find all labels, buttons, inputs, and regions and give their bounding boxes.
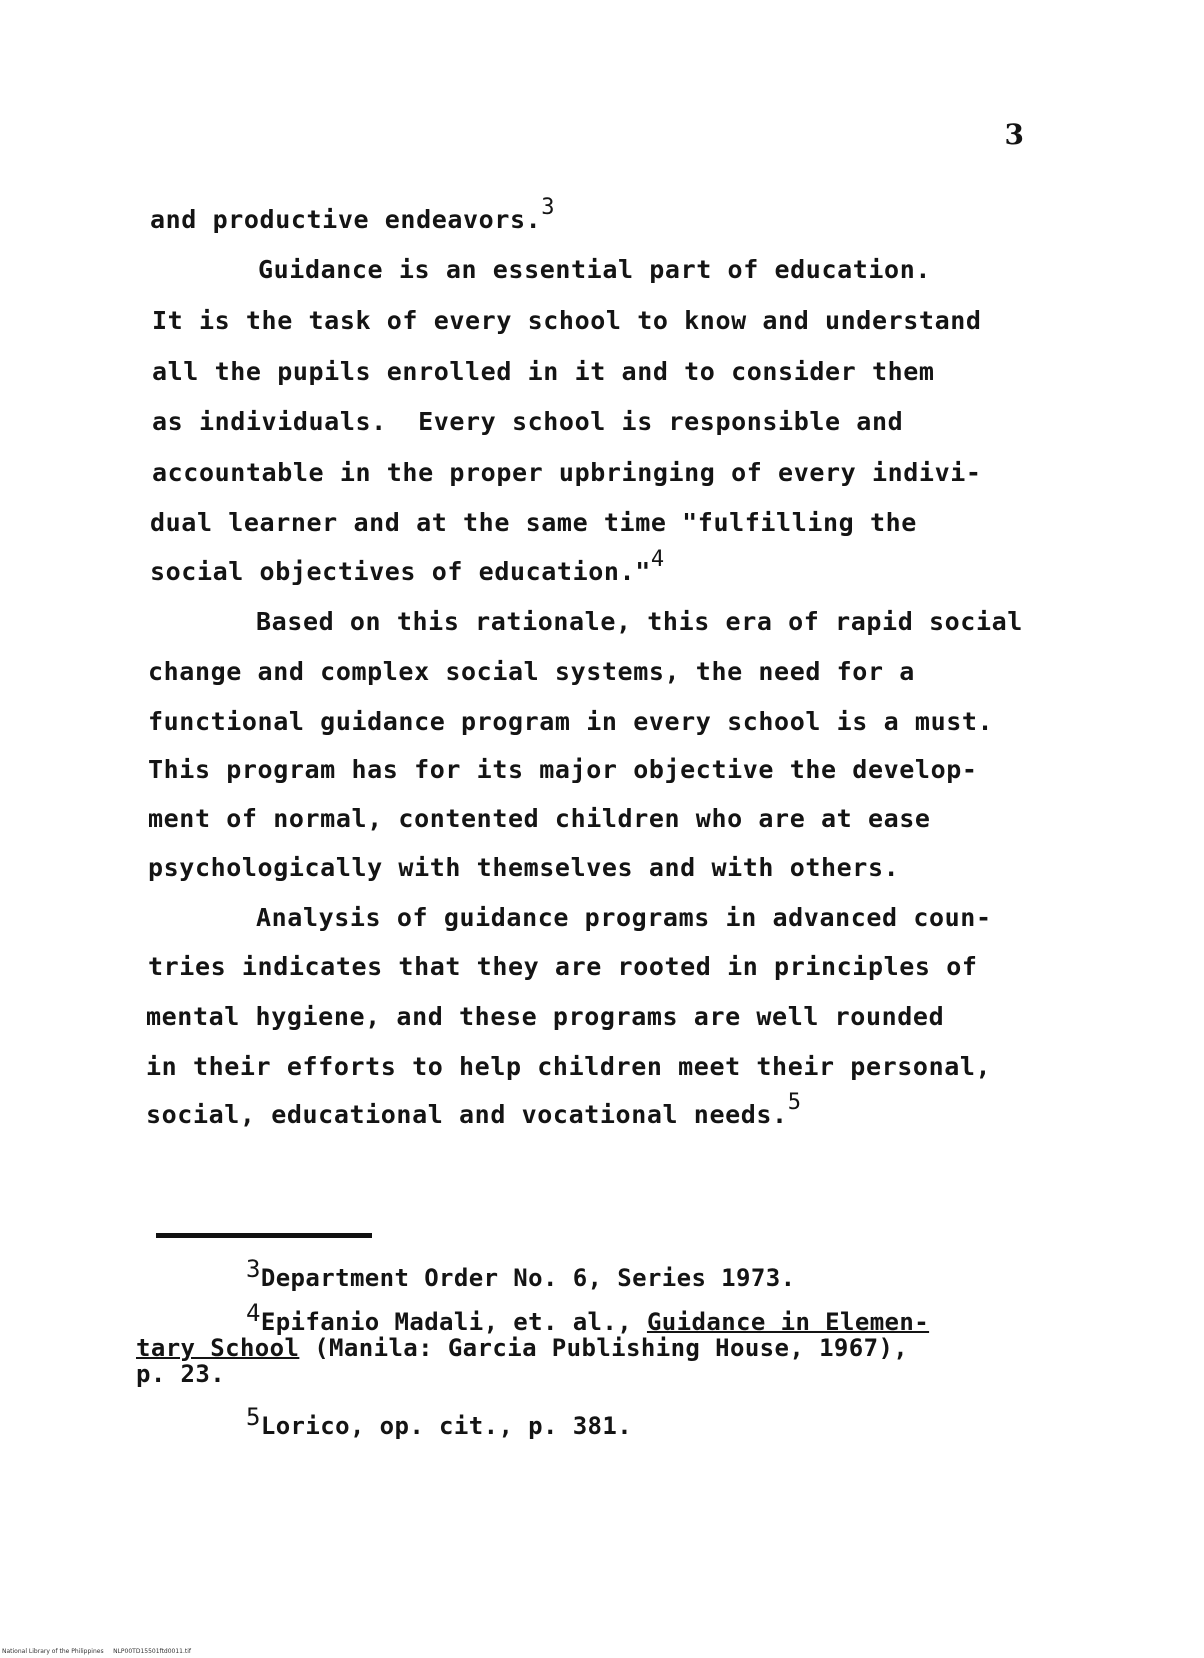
footnote-separator xyxy=(156,1233,372,1238)
footnote-5 xyxy=(246,1403,633,1440)
body-line-13: ment of normal, contented children who are at ease xyxy=(148,804,931,833)
footnote-ref-5: 5 xyxy=(787,1090,802,1115)
footnote-3-number: 3 xyxy=(246,1255,261,1283)
body-line-17: mental hygiene, and these programs are well rounded xyxy=(146,1002,945,1031)
footnote-4-title-part1: Guidance in Elemen- xyxy=(646,1308,930,1336)
body-line-18: in their efforts to help children meet their personal, xyxy=(146,1052,992,1081)
body-line-19-text: social, educational and vocational needs. xyxy=(146,1100,788,1129)
body-line-10: change and complex social systems, the need for a xyxy=(148,657,915,686)
footnote-4-line-1 xyxy=(246,1299,930,1336)
body-line-4: all the pupils enrolled in it and to consider them xyxy=(152,357,935,386)
body-line-7: dual learner and at the same time "fulfilling the xyxy=(150,508,917,537)
footnote-ref-3: 3 xyxy=(541,195,556,220)
body-line-8 xyxy=(150,547,665,587)
body-line-9: Based on this rationale, this era of rapid social xyxy=(256,607,1023,636)
body-line-1-text: and productive endeavors. xyxy=(150,205,542,234)
body-line-3: It is the task of every school to know and understand xyxy=(152,306,982,335)
body-line-8-text: social objectives of education." xyxy=(150,557,651,586)
archive-stamp: National Library of the Philippines NLP00TD15501ftd0011.tif xyxy=(2,1648,192,1655)
footnote-4-publisher: (Manila: Garcia Publishing House, 1967), xyxy=(299,1334,909,1362)
body-line-14: psychologically with themselves and with others. xyxy=(148,853,900,882)
body-line-16: tries indicates that they are rooted in principles of xyxy=(148,952,978,981)
footnote-3 xyxy=(246,1255,796,1292)
footnote-4-author: Epifanio Madali, et. al., xyxy=(260,1308,647,1336)
footnote-4-title-part2: tary School xyxy=(136,1334,300,1362)
footnote-3-text: Department Order No. 6, Series 1973. xyxy=(260,1264,796,1292)
body-line-2: Guidance is an essential part of education. xyxy=(258,255,932,284)
body-line-1 xyxy=(150,195,556,235)
footnote-4-number: 4 xyxy=(246,1299,261,1327)
footnote-4-line-2 xyxy=(136,1334,908,1362)
body-line-12: This program has for its major objective the develop- xyxy=(148,755,978,784)
body-line-5: as individuals. Every school is responsible and xyxy=(152,407,904,436)
body-line-15: Analysis of guidance programs in advanced coun- xyxy=(256,903,992,932)
footnote-ref-4: 4 xyxy=(650,547,665,572)
footnote-4-line-3: p. 23. xyxy=(136,1360,226,1388)
body-line-6: accountable in the proper upbringing of every indivi- xyxy=(152,458,982,487)
footnote-5-text: Lorico, op. cit., p. 381. xyxy=(260,1412,633,1440)
body-line-19 xyxy=(146,1090,802,1130)
page-number: 3 xyxy=(1004,118,1024,151)
footnote-5-number: 5 xyxy=(246,1403,261,1431)
body-line-11: functional guidance program in every school is a must. xyxy=(148,707,994,736)
